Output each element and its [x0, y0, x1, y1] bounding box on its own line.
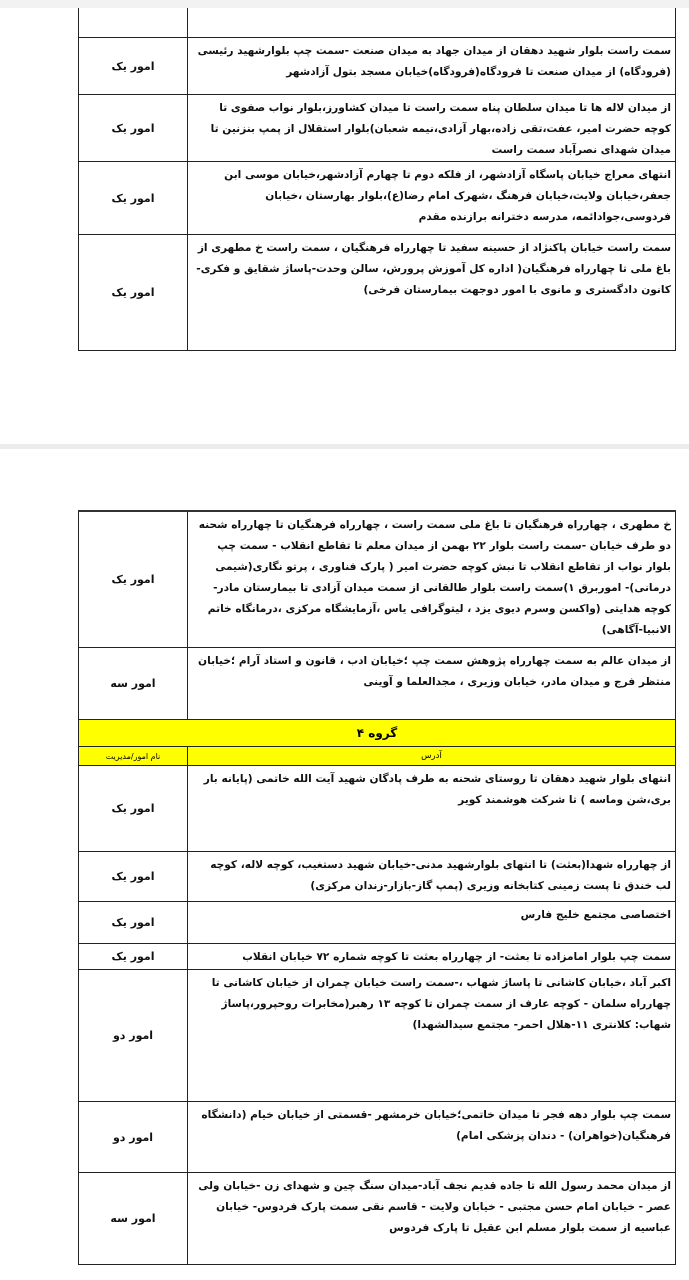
amour-cell: امور یک [79, 162, 188, 235]
table-row [79, 235, 676, 351]
address-cell: اکبر آباد ،خیابان کاشانی تا پاساژ شهاب ،-سمت راست خیابان چمران از خیابان کاشانی تا چهارراه سلمان - کوچه عارف از سمت چمران تا کوچه ۱۳ رهبر(مخابرات روحپرور،پاساژ شهاب: کلانتری ۱۱-هلال احمر- مجتمع سیدالشهدا) [188, 970, 676, 1102]
amour-cell: امور یک [79, 235, 188, 351]
table-row [79, 95, 676, 162]
address-table-page1 [78, 8, 676, 351]
column-header-address: آدرس [188, 747, 676, 766]
table-row [79, 38, 676, 95]
amour-cell: امور یک [79, 852, 188, 902]
group-title: گروه ۴ [79, 720, 676, 747]
address-cell: از میدان لاله ها تا میدان سلطان پناه سمت راست تا میدان کشاورز،بلوار نواب صفوی تا کوچه حضرت امیر، عفت،تقی زاده،بهار آزادی،نیمه شعبان)بلوار استقلال از پمپ بنزنین تا میدان شهدای نصرآباد سمت راست [188, 95, 676, 162]
address-cell: خ مطهری ، چهارراه فرهنگیان تا باغ ملی سمت راست ، چهارراه فرهنگیان تا چهارراه شحنه دو طرف خیابان -سمت راست بلوار ۲۲ بهمن از میدان معلم تا تقاطع انقلاب - سمت چپ بلوار نواب از تقاطع انقلاب تا نبش کوچه حضرت امیر ( پارک فناوری ، پرتو نگاری(شیمی درمانی)- اموربرق ۱)سمت راست بلوار طالقانی از سمت میدان آزادی تا بیمارستان مادر-کوچه هدایتی (واکسن وسرم دیوی یزد ، لیتوگرافی یاس ،آزمایشگاه مرکزی ،درمانگاه خاتم الانبیا-آگاهی) [188, 511, 676, 648]
address-cell: سمت راست بلوار شهید دهقان از میدان جهاد به میدان صنعت -سمت چپ بلوارشهید رئیسی (فرودگاه) از میدان صنعت تا فرودگاه(فرودگاه)خیابان مسجد بتول آزادشهر [188, 38, 676, 95]
table-row [79, 970, 676, 1102]
amour-cell: امور یک [79, 95, 188, 162]
table-row [79, 648, 676, 720]
address-cell: از میدان محمد رسول الله تا جاده قدیم نجف آباد-میدان سنگ چین و شهدای زن -خیابان ولی عصر - خیابان امام حسن مجتبی - خیابان ولایت - قاسم نقی سمت پارک فردوس- خیابان عباسیه از سمت بلوار مسلم ابن عقیل تا پارک فردوس [188, 1173, 676, 1265]
amour-cell: امور یک [79, 511, 188, 648]
table-row [79, 944, 676, 970]
table-header-row [79, 747, 676, 766]
table-row [79, 511, 676, 648]
address-cell: انتهای معراج خیابان پاسگاه آزادشهر، از فلکه دوم تا چهارم آزادشهر،خیابان موسی ابن جعفر،خیابان ولایت،خیابان فرهنگ ،شهرک امام رضا(ع)،بلوار بهارستان ،خیابان فردوسی،جوادائمه، مدرسه دخترانه برازنده مقدم [188, 162, 676, 235]
amour-cell: امور یک [79, 38, 188, 95]
address-cell: از میدان عالم به سمت چهارراه پژوهش سمت چپ ؛خیابان ادب ، قانون و استاد آرام ؛خیابان منتظر فرج و میدان مادر، خیابان وزیری ، مجدالعلما و آوینی [188, 648, 676, 720]
table-row [79, 1102, 676, 1173]
amour-cell: امور دو [79, 970, 188, 1102]
address-table-page2 [78, 510, 676, 1265]
table-row [79, 162, 676, 235]
address-cell: سمت چپ بلوار دهه فجر تا میدان خاتمی؛خیابان خرمشهر -قسمتی از خیابان خیام (دانشگاه فرهنگیان(خواهران) - دندان پزشکی امام) [188, 1102, 676, 1173]
amour-cell: امور سه [79, 648, 188, 720]
amour-cell: امور دو [79, 1102, 188, 1173]
amour-cell: امور یک [79, 766, 188, 852]
address-cell: سمت چپ بلوار امامزاده تا بعثت- از چهارراه بعثت تا کوچه شماره ۷۲ خیابان انقلاب [188, 944, 676, 970]
table-row [79, 766, 676, 852]
table-row [79, 8, 676, 38]
table-row [79, 1173, 676, 1265]
table-row [79, 902, 676, 944]
address-cell: انتهای بلوار شهید دهقان تا روستای شحنه به طرف پادگان شهید آیت الله خاتمی (پایانه بار بری،شن وماسه ) تا شرکت هوشمند کویر [188, 766, 676, 852]
address-cell: از چهارراه شهدا(بعثت) تا انتهای بلوارشهید مدنی-خیابان شهید دستغیب، کوچه لاله، کوچه لب خندق تا پست زمینی کتابخانه وزیری (پمپ گاز-بازار-زندان مرکزی) [188, 852, 676, 902]
amour-cell: امور یک [79, 902, 188, 944]
column-header-amour: نام امور/مدیریت [79, 747, 188, 766]
page-top-margin [0, 0, 689, 8]
address-cell: اختصاصی مجتمع خلیج فارس [188, 902, 676, 944]
table-row [79, 852, 676, 902]
amour-cell: امور یک [79, 944, 188, 970]
amour-cell: امور سه [79, 1173, 188, 1265]
page-separator [0, 444, 689, 449]
group-title-row [79, 720, 676, 747]
address-cell: سمت راست خیابان پاکنژاد از حسینه سفید تا چهارراه فرهنگیان ، سمت راست خ مطهری از باغ ملی تا چهارراه فرهنگیان( اداره کل آموزش پرورش، سالن وحدت-پاساژ شقایق و فکری-کانون دادگستری و مانوی با امور دوجهت بیمارستان فرخی) [188, 235, 676, 351]
